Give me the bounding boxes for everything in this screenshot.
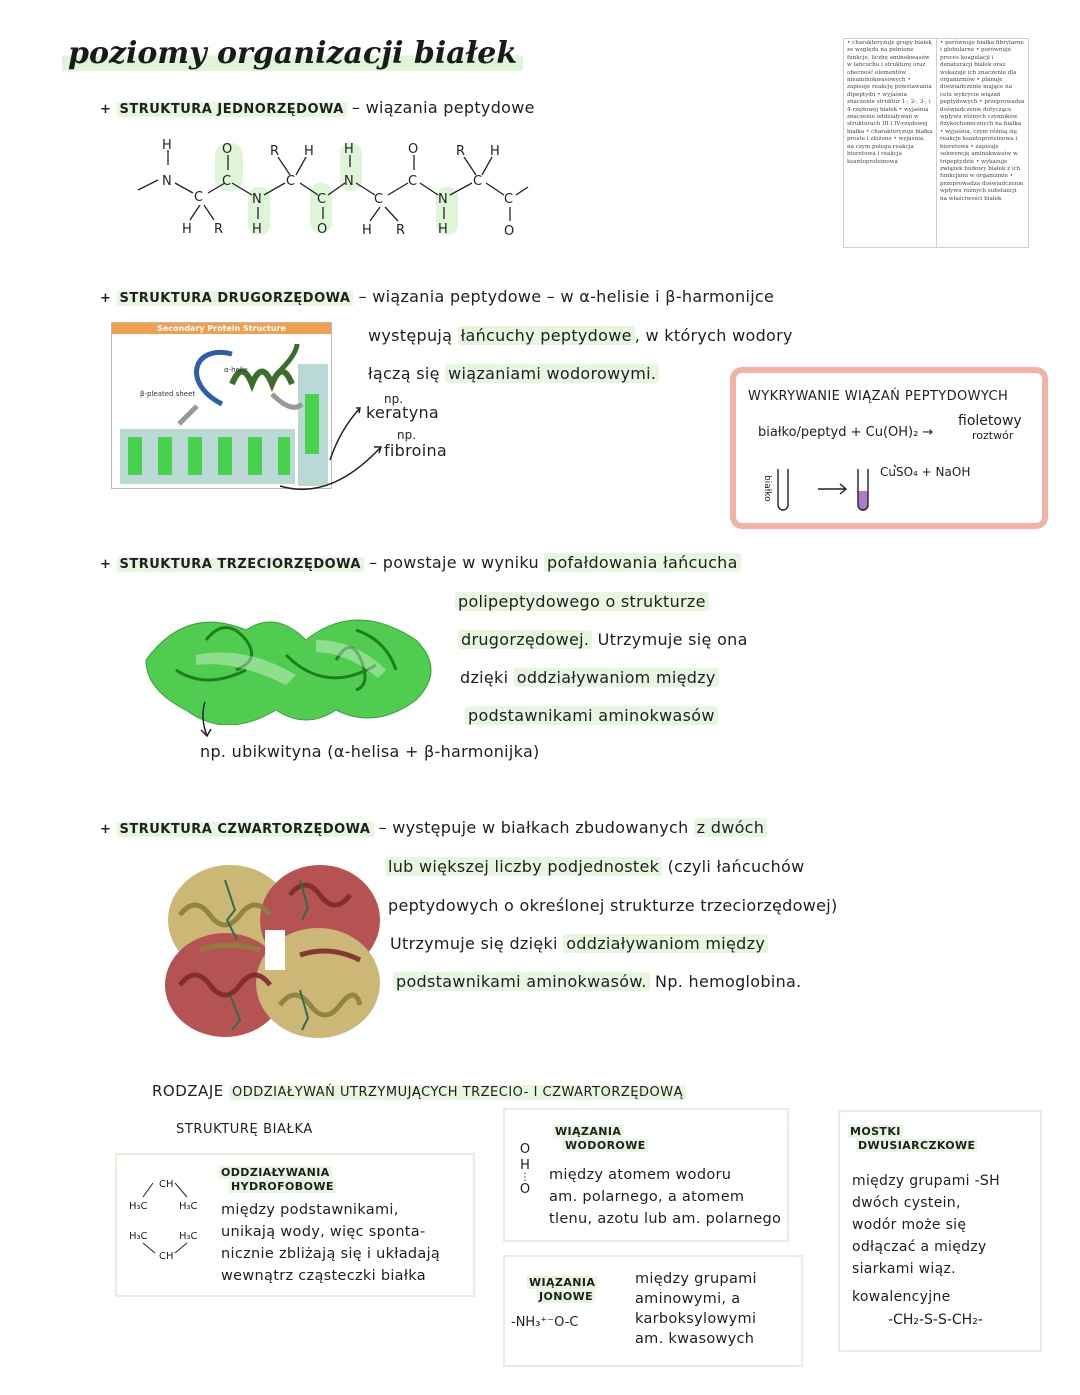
atom-o: O — [222, 142, 233, 157]
text: między podstawnikami, — [221, 1202, 399, 1218]
atom-c: C — [317, 192, 327, 207]
figure-label-alpha: α-helix — [224, 366, 248, 374]
highlighted-text: lub większej liczby podjednostek — [385, 857, 662, 876]
kinds-heading — [152, 1082, 686, 1100]
box-title: WIĄZANIA — [555, 1125, 622, 1138]
section-desc: – występuje w białkach zbudowanych — [378, 818, 689, 837]
section-primary-heading — [100, 98, 535, 117]
h3c-label: H₃C — [179, 1231, 198, 1242]
box-title: WIĄZANIA — [529, 1276, 596, 1289]
atom-h: H — [182, 222, 192, 237]
hydrogen-title — [553, 1124, 648, 1152]
table-column-left: • charakteryzuje grupy białek ze względu na pełnione funkcje, liczbę aminokwasów w łańcuchu i strukturę oraz obecność elementów nieaminokwasowych • zapisuje reakcję powstawania dipeptydu • wyjaśnia znaczenie struktur 1-, 2-, 3-, i 4-rzędowej białek • wyjaśnia znaczenie oddziaływań w strukturach III i IV-rzędowej białka • charakteryzuje białka proste i złożone • wyjaśnia, na czym polega reakcja biuretowa i reakcja ksantoproteinowa — [847, 40, 933, 165]
atom-h: H — [162, 138, 172, 153]
text: siarkami wiąz. — [852, 1261, 956, 1277]
atom-o: O — [408, 142, 419, 157]
plus-mark: + — [100, 102, 112, 117]
peptide-chain-diagram — [130, 135, 550, 245]
ch-label: CH — [159, 1251, 174, 1262]
atom-h: H — [304, 144, 314, 159]
section-desc: – powstaje w wyniku — [369, 553, 539, 572]
atom-c: C — [286, 174, 296, 189]
hydrogen-glyph: O H ⋮ O — [515, 1142, 535, 1198]
detection-title: WYKRYWANIE WIĄZAŃ PEPTYDOWYCH — [748, 389, 1009, 404]
example-np: np. — [384, 392, 404, 406]
o-label: O — [519, 1182, 531, 1197]
section-desc: – wiązania peptydowe – w α-helisie i β-harmonijce — [358, 287, 775, 306]
highlighted-text: z dwóch — [694, 818, 768, 837]
atom-r: R — [456, 144, 466, 159]
quaternary-line-2 — [385, 857, 805, 876]
ionic-text — [635, 1269, 757, 1349]
text: karboksylowymi — [635, 1311, 757, 1327]
table-column-right: • porównuje białka fibrylarne i globularne • porównuje proces koagulacji i denaturacji białek oraz wskazuje ich znaczenie dla organizmów • planuje doświadczenie mające na celu wykrycie wiązań peptydowych • przeprowadza doświadczenie dotyczące wpływu różnych czynników fizykochemicznych na białka • wyjaśnia, czym różnią się reakcje ksantoproteinowa i biuretowa • zapisuje sekwencję aminokwasów w tripeptydzie • wykazuje związek budowy białek z ich funkcjami w organizmie • przeprowadza doświadczenie wpływu różnych substancji na właściwości białek — [936, 39, 1028, 247]
atom-n: N — [438, 192, 448, 207]
highlighted-text: polipeptydowego o strukturze — [455, 592, 709, 611]
example-keratin: keratyna — [366, 403, 440, 422]
highlighted-text: podstawnikami aminokwasów. — [393, 972, 650, 991]
test-tubes — [766, 447, 896, 517]
tertiary-line-3 — [458, 630, 748, 649]
text: am. kwasowych — [635, 1331, 755, 1347]
atom-r: R — [396, 223, 406, 238]
text: , w których wodory — [634, 326, 793, 345]
secondary-line-2 — [368, 364, 659, 383]
quaternary-line-5 — [393, 972, 802, 991]
arrow-down — [195, 700, 215, 740]
text: tlenu, azotu lub am. polarnego — [549, 1211, 782, 1227]
plus-mark: + — [100, 291, 112, 306]
tertiary-line-5 — [465, 706, 718, 725]
hydrophobic-title — [219, 1165, 336, 1193]
atom-o: O — [317, 222, 328, 237]
highlighted-text: podstawnikami aminokwasów — [465, 706, 718, 725]
tube-label: białko — [762, 475, 772, 502]
h3c-label: H₃C — [129, 1201, 148, 1212]
atom-c: C — [374, 192, 384, 207]
box-title: HYDROFOBOWE — [231, 1180, 334, 1193]
quaternary-line-3: peptydowych o określonej strukturze trzeciorzędowej) — [388, 896, 838, 915]
atom-n: N — [344, 174, 354, 189]
box-title: DWUSIARCZKOWE — [858, 1139, 976, 1152]
h-label: H — [520, 1158, 530, 1173]
h3c-label: H₃C — [129, 1231, 148, 1242]
box-title: MOSTKI — [850, 1125, 901, 1138]
box-title: ODDZIAŁYWANIA — [221, 1166, 330, 1179]
figure-title: Secondary Protein Structure — [112, 323, 331, 334]
text: Utrzymuje się dzięki — [390, 934, 558, 953]
text: występują — [368, 326, 453, 345]
tertiary-line-2 — [455, 592, 709, 611]
detection-result-2: roztwór — [972, 429, 1014, 442]
text: RODZAJE — [152, 1082, 224, 1100]
atom-h: H — [490, 144, 500, 159]
highlighted-text: wiązaniami wodorowymi. — [445, 364, 659, 383]
text: aminowymi, a — [635, 1291, 741, 1307]
peptide-detection-box — [730, 367, 1048, 529]
highlighted-text: oddziaływaniom między — [563, 934, 768, 953]
disulfide-title — [848, 1124, 977, 1152]
section-secondary-heading — [100, 287, 774, 306]
ubiquitin-structure — [136, 600, 441, 725]
ch-label: CH — [159, 1179, 174, 1190]
figure-label-beta: β-pleated sheet — [140, 390, 196, 398]
page-title: poziomy organizacji białek — [62, 36, 523, 71]
text: unikają wody, więc sponta- — [221, 1224, 426, 1240]
atom-c: C — [194, 190, 204, 205]
hydrophobic-text — [221, 1199, 440, 1287]
plus-mark: + — [100, 822, 112, 837]
box-title: WODOROWE — [565, 1139, 646, 1152]
h3c-label: H₃C — [179, 1201, 198, 1212]
atom-o: O — [504, 224, 515, 239]
highlighted-text: oddziaływaniom między — [514, 668, 719, 687]
quaternary-line-4 — [390, 934, 768, 953]
ionic-box — [503, 1255, 803, 1367]
section-name: STRUKTURA TRZECIORZĘDOWA — [117, 557, 364, 572]
highlighted-text: łańcuchy peptydowe — [458, 326, 635, 345]
section-quaternary-heading — [100, 818, 767, 837]
ionic-title — [527, 1275, 597, 1303]
detection-result-1: fioletowy — [958, 413, 1022, 429]
highlighted-text: pofałdowania łańcucha — [544, 553, 741, 572]
text: łączą się — [368, 364, 440, 383]
section-tertiary-heading — [100, 553, 741, 572]
text: (czyli łańcuchów — [667, 857, 805, 876]
atom-h: H — [362, 223, 372, 238]
hydrophobic-glyph — [125, 1169, 225, 1269]
text: dzięki — [460, 668, 509, 687]
text: między atomem wodoru — [549, 1167, 732, 1183]
atom-r: R — [214, 222, 224, 237]
atom-h: H — [252, 222, 262, 237]
hemoglobin-structure — [160, 855, 385, 1045]
secondary-line-1 — [368, 326, 793, 345]
tertiary-line-4 — [460, 668, 719, 687]
example-np: np. — [397, 428, 417, 442]
atom-c: C — [504, 192, 514, 207]
atom-c: C — [473, 174, 483, 189]
highlighted-text: ODDZIAŁYWAŃ UTRZYMUJĄCYCH TRZECIO- I CZWARTORZĘDOWĄ — [229, 1085, 686, 1100]
text: między grupami — [635, 1271, 757, 1287]
atom-c: C — [222, 174, 232, 189]
competency-table — [843, 38, 1029, 248]
text: kowalencyjne — [852, 1289, 951, 1305]
detection-reaction: białko/peptyd + Cu(OH)₂ → — [758, 425, 934, 440]
atom-h: H — [438, 222, 448, 237]
ionic-formula: -NH₃⁺⁻O-C — [511, 1315, 579, 1330]
highlighted-text: drugorzędowej. — [458, 630, 592, 649]
section-desc: – wiązania peptydowe — [351, 98, 535, 117]
atom-r: R — [270, 144, 280, 159]
disulfide-text — [852, 1170, 1000, 1308]
disulfide-box — [838, 1110, 1042, 1352]
text: Np. hemoglobina. — [655, 972, 802, 991]
atom-c: C — [408, 174, 418, 189]
text: odłączać a między — [852, 1239, 987, 1255]
plus-mark: + — [100, 557, 112, 572]
text: między grupami -SH — [852, 1173, 1000, 1189]
atom-n: N — [252, 192, 262, 207]
arrows — [270, 400, 390, 500]
detection-reagents: CuSO₄ + NaOH — [880, 465, 971, 479]
section-name: STRUKTURA JEDNORZĘDOWA — [117, 102, 347, 117]
text: wewnątrz cząsteczki białka — [221, 1268, 426, 1284]
hydrophobic-box — [115, 1153, 475, 1297]
text: Utrzymuje się ona — [597, 630, 748, 649]
section-name: STRUKTURA DRUGORZĘDOWA — [117, 291, 354, 306]
text: wodór może się — [852, 1217, 967, 1233]
text: dwóch cystein, — [852, 1195, 961, 1211]
kinds-heading-2: STRUKTURĘ BIAŁKA — [176, 1122, 313, 1137]
tertiary-example: np. ubikwityna (α-helisa + β-harmonijka) — [200, 742, 540, 761]
box-title: JONOWE — [539, 1290, 594, 1303]
text: nicznie zbliżają się i układają — [221, 1246, 441, 1262]
example-fibroin: fibroina — [384, 441, 448, 460]
disulfide-formula: -CH₂-S-S-CH₂- — [888, 1312, 983, 1328]
text: am. polarnego, a atomem — [549, 1189, 745, 1205]
hydrogen-text — [549, 1164, 781, 1230]
o-label: O — [519, 1142, 531, 1157]
atom-n: N — [162, 174, 172, 189]
atom-h: H — [344, 142, 354, 157]
hydrogen-box — [503, 1108, 789, 1242]
section-name: STRUKTURA CZWARTORZĘDOWA — [117, 822, 374, 837]
